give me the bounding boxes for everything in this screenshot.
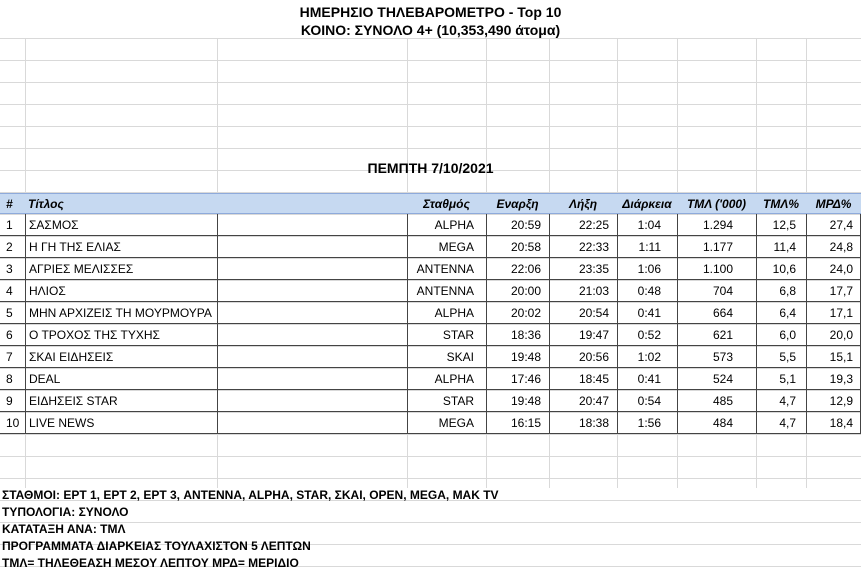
grid-col-line <box>617 434 618 488</box>
cell-tml_pct: 4,7 <box>756 390 806 412</box>
cell-title: ΑΓΡΙΕΣ ΜΕΛΙΣΣΕΣ <box>25 258 217 280</box>
table-row <box>0 236 861 258</box>
cell-station: ANTENNA <box>407 280 486 302</box>
table-row <box>0 280 861 302</box>
cell-share: 24,8 <box>806 236 861 258</box>
grid-row-line <box>0 522 861 523</box>
report-date: ΠΕΜΠΤΗ 7/10/2021 <box>367 160 494 176</box>
grid-row-line <box>0 126 861 127</box>
empty-cell <box>217 280 407 302</box>
cell-share: 18,4 <box>806 412 861 434</box>
grid-row-line <box>0 434 861 435</box>
cell-share: 20,0 <box>806 324 861 346</box>
cell-tml_pct: 5,5 <box>756 346 806 368</box>
cell-end: 22:25 <box>549 214 617 236</box>
cell-end: 20:56 <box>549 346 617 368</box>
cell-rank: 7 <box>0 346 25 368</box>
cell-end: 18:38 <box>549 412 617 434</box>
empty-cell <box>217 412 407 434</box>
cell-share: 15,1 <box>806 346 861 368</box>
cell-rank: 6 <box>0 324 25 346</box>
cell-tml_pct: 6,0 <box>756 324 806 346</box>
cell-title: ΕΙΔΗΣΕΙΣ STAR <box>25 390 217 412</box>
cell-start: 20:58 <box>486 236 549 258</box>
cell-tml: 621 <box>677 324 756 346</box>
cell-duration: 0:48 <box>617 280 677 302</box>
grid-col-line <box>407 434 408 488</box>
cell-tml: 1.100 <box>677 258 756 280</box>
grid-row-line <box>0 38 861 39</box>
cell-end: 22:33 <box>549 236 617 258</box>
cell-start: 22:06 <box>486 258 549 280</box>
grid-row-line <box>0 104 861 105</box>
cell-duration: 0:52 <box>617 324 677 346</box>
cell-tml_pct: 11,4 <box>756 236 806 258</box>
table-row <box>0 324 861 346</box>
cell-end: 21:03 <box>549 280 617 302</box>
cell-tml_pct: 6,4 <box>756 302 806 324</box>
cell-station: STAR <box>407 324 486 346</box>
cell-share: 27,4 <box>806 214 861 236</box>
cell-station: ALPHA <box>407 214 486 236</box>
empty-cell <box>217 368 407 390</box>
table-row <box>0 368 861 390</box>
cell-tml: 484 <box>677 412 756 434</box>
cell-start: 17:46 <box>486 368 549 390</box>
cell-title: ΗΛΙΟΣ <box>25 280 217 302</box>
grid-col-line <box>677 434 678 488</box>
cell-duration: 1:04 <box>617 214 677 236</box>
cell-start: 20:00 <box>486 280 549 302</box>
cell-tml: 664 <box>677 302 756 324</box>
empty-cell <box>217 390 407 412</box>
cell-end: 20:47 <box>549 390 617 412</box>
cell-start: 19:48 <box>486 390 549 412</box>
grid-row-line <box>0 60 861 61</box>
cell-rank: 10 <box>0 412 25 434</box>
table-row <box>0 346 861 368</box>
cell-start: 18:36 <box>486 324 549 346</box>
grid-col-line <box>549 434 550 488</box>
column-header-share: ΜΡΔ% <box>815 197 852 211</box>
cell-tml: 573 <box>677 346 756 368</box>
cell-duration: 1:56 <box>617 412 677 434</box>
empty-cell <box>217 324 407 346</box>
cell-tml_pct: 4,7 <box>756 412 806 434</box>
grid-col-line <box>217 434 218 488</box>
cell-station: STAR <box>407 390 486 412</box>
cell-start: 20:59 <box>486 214 549 236</box>
note-legend: ΤΜΛ= ΤΗΛΕΘΕΑΣΗ ΜΕΣΟΥ ΛΕΠΤΟΥ ΜΡΔ= ΜΕΡΙΔΙΟ <box>2 556 299 570</box>
cell-title: LIVE NEWS <box>25 412 217 434</box>
cell-tml: 704 <box>677 280 756 302</box>
cell-tml_pct: 5,1 <box>756 368 806 390</box>
cell-tml: 524 <box>677 368 756 390</box>
cell-rank: 2 <box>0 236 25 258</box>
column-header-tml: ΤΜΛ ('000) <box>686 197 747 211</box>
cell-tml_pct: 6,8 <box>756 280 806 302</box>
cell-title: ΜΗΝ ΑΡΧΙΖΕΙΣ ΤΗ ΜΟΥΡΜΟΥΡΑ <box>25 302 217 324</box>
column-header-station: Σταθμός <box>423 197 470 211</box>
grid-col-line <box>486 434 487 488</box>
report-title: ΗΜΕΡΗΣΙΟ ΤΗΛΕΒΑΡΟΜΕΤΡΟ - Top 10 <box>299 4 562 20</box>
table-row <box>0 258 861 280</box>
column-header-start: Εναρξη <box>496 197 539 211</box>
cell-end: 19:47 <box>549 324 617 346</box>
cell-share: 17,1 <box>806 302 861 324</box>
note-ranking: ΚΑΤΑΤΑΞΗ ΑΝΑ: ΤΜΛ <box>2 522 126 536</box>
cell-share: 24,0 <box>806 258 861 280</box>
empty-cell <box>217 236 407 258</box>
cell-tml_pct: 10,6 <box>756 258 806 280</box>
column-header-title: Τίτλος <box>28 197 64 211</box>
grid-col-line <box>806 434 807 488</box>
table-row <box>0 214 861 236</box>
grid-col-line <box>25 434 26 488</box>
cell-station: ANTENNA <box>407 258 486 280</box>
empty-cell <box>217 214 407 236</box>
cell-station: ALPHA <box>407 302 486 324</box>
cell-station: ALPHA <box>407 368 486 390</box>
cell-tml: 485 <box>677 390 756 412</box>
empty-cell <box>217 258 407 280</box>
table-row <box>0 412 861 434</box>
grid-row-line <box>0 456 861 457</box>
cell-share: 12,9 <box>806 390 861 412</box>
cell-title: DEAL <box>25 368 217 390</box>
cell-share: 17,7 <box>806 280 861 302</box>
cell-station: MEGA <box>407 412 486 434</box>
cell-station: MEGA <box>407 236 486 258</box>
cell-duration: 0:54 <box>617 390 677 412</box>
cell-duration: 1:06 <box>617 258 677 280</box>
note-typology: ΤΥΠΟΛΟΓΙΑ: ΣΥΝΟΛΟ <box>2 505 129 519</box>
cell-end: 23:35 <box>549 258 617 280</box>
cell-duration: 0:41 <box>617 302 677 324</box>
cell-end: 18:45 <box>549 368 617 390</box>
cell-start: 19:48 <box>486 346 549 368</box>
cell-title: ΣΚΑΙ ΕΙΔΗΣΕΙΣ <box>25 346 217 368</box>
column-header-tml_pct: ΤΜΛ% <box>763 197 799 211</box>
column-header-end: Λήξη <box>568 197 598 211</box>
cell-start: 20:02 <box>486 302 549 324</box>
cell-rank: 5 <box>0 302 25 324</box>
table-row <box>0 302 861 324</box>
note-min-duration: ΠΡΟΓΡΑΜΜΑΤΑ ΔΙΑΡΚΕΙΑΣ ΤΟΥΛΑΧΙΣΤΟΝ 5 ΛΕΠΤΩΝ <box>2 539 311 553</box>
grid-row-line <box>0 82 861 83</box>
note-stations: ΣΤΑΘΜΟΙ: ΕΡΤ 1, ΕΡΤ 2, ΕΡΤ 3, ANTENNA, ALPHA, STAR, ΣΚΑΙ, OPEN, MEGA, MAK TV <box>2 488 499 502</box>
column-header-duration: Διάρκεια <box>622 197 672 211</box>
column-header-rank: # <box>6 197 13 211</box>
cell-tml: 1.177 <box>677 236 756 258</box>
cell-duration: 0:41 <box>617 368 677 390</box>
cell-duration: 1:02 <box>617 346 677 368</box>
cell-start: 16:15 <box>486 412 549 434</box>
cell-duration: 1:11 <box>617 236 677 258</box>
audience-subtitle: ΚΟΙΝΟ: ΣΥΝΟΛΟ 4+ (10,353,490 άτομα) <box>300 22 561 38</box>
cell-rank: 8 <box>0 368 25 390</box>
table-row <box>0 390 861 412</box>
cell-end: 20:54 <box>549 302 617 324</box>
cell-tml_pct: 12,5 <box>756 214 806 236</box>
grid-col-line <box>756 434 757 488</box>
cell-station: SKAI <box>407 346 486 368</box>
grid-row-line <box>0 478 861 479</box>
cell-rank: 4 <box>0 280 25 302</box>
cell-title: Ο ΤΡΟΧΟΣ ΤΗΣ ΤΥΧΗΣ <box>25 324 217 346</box>
grid-row-line <box>0 148 861 149</box>
empty-cell <box>217 302 407 324</box>
cell-tml: 1.294 <box>677 214 756 236</box>
cell-rank: 3 <box>0 258 25 280</box>
empty-cell <box>217 346 407 368</box>
cell-rank: 9 <box>0 390 25 412</box>
cell-title: Η ΓΗ ΤΗΣ ΕΛΙΑΣ <box>25 236 217 258</box>
cell-title: ΣΑΣΜΟΣ <box>25 214 217 236</box>
cell-rank: 1 <box>0 214 25 236</box>
cell-share: 19,3 <box>806 368 861 390</box>
